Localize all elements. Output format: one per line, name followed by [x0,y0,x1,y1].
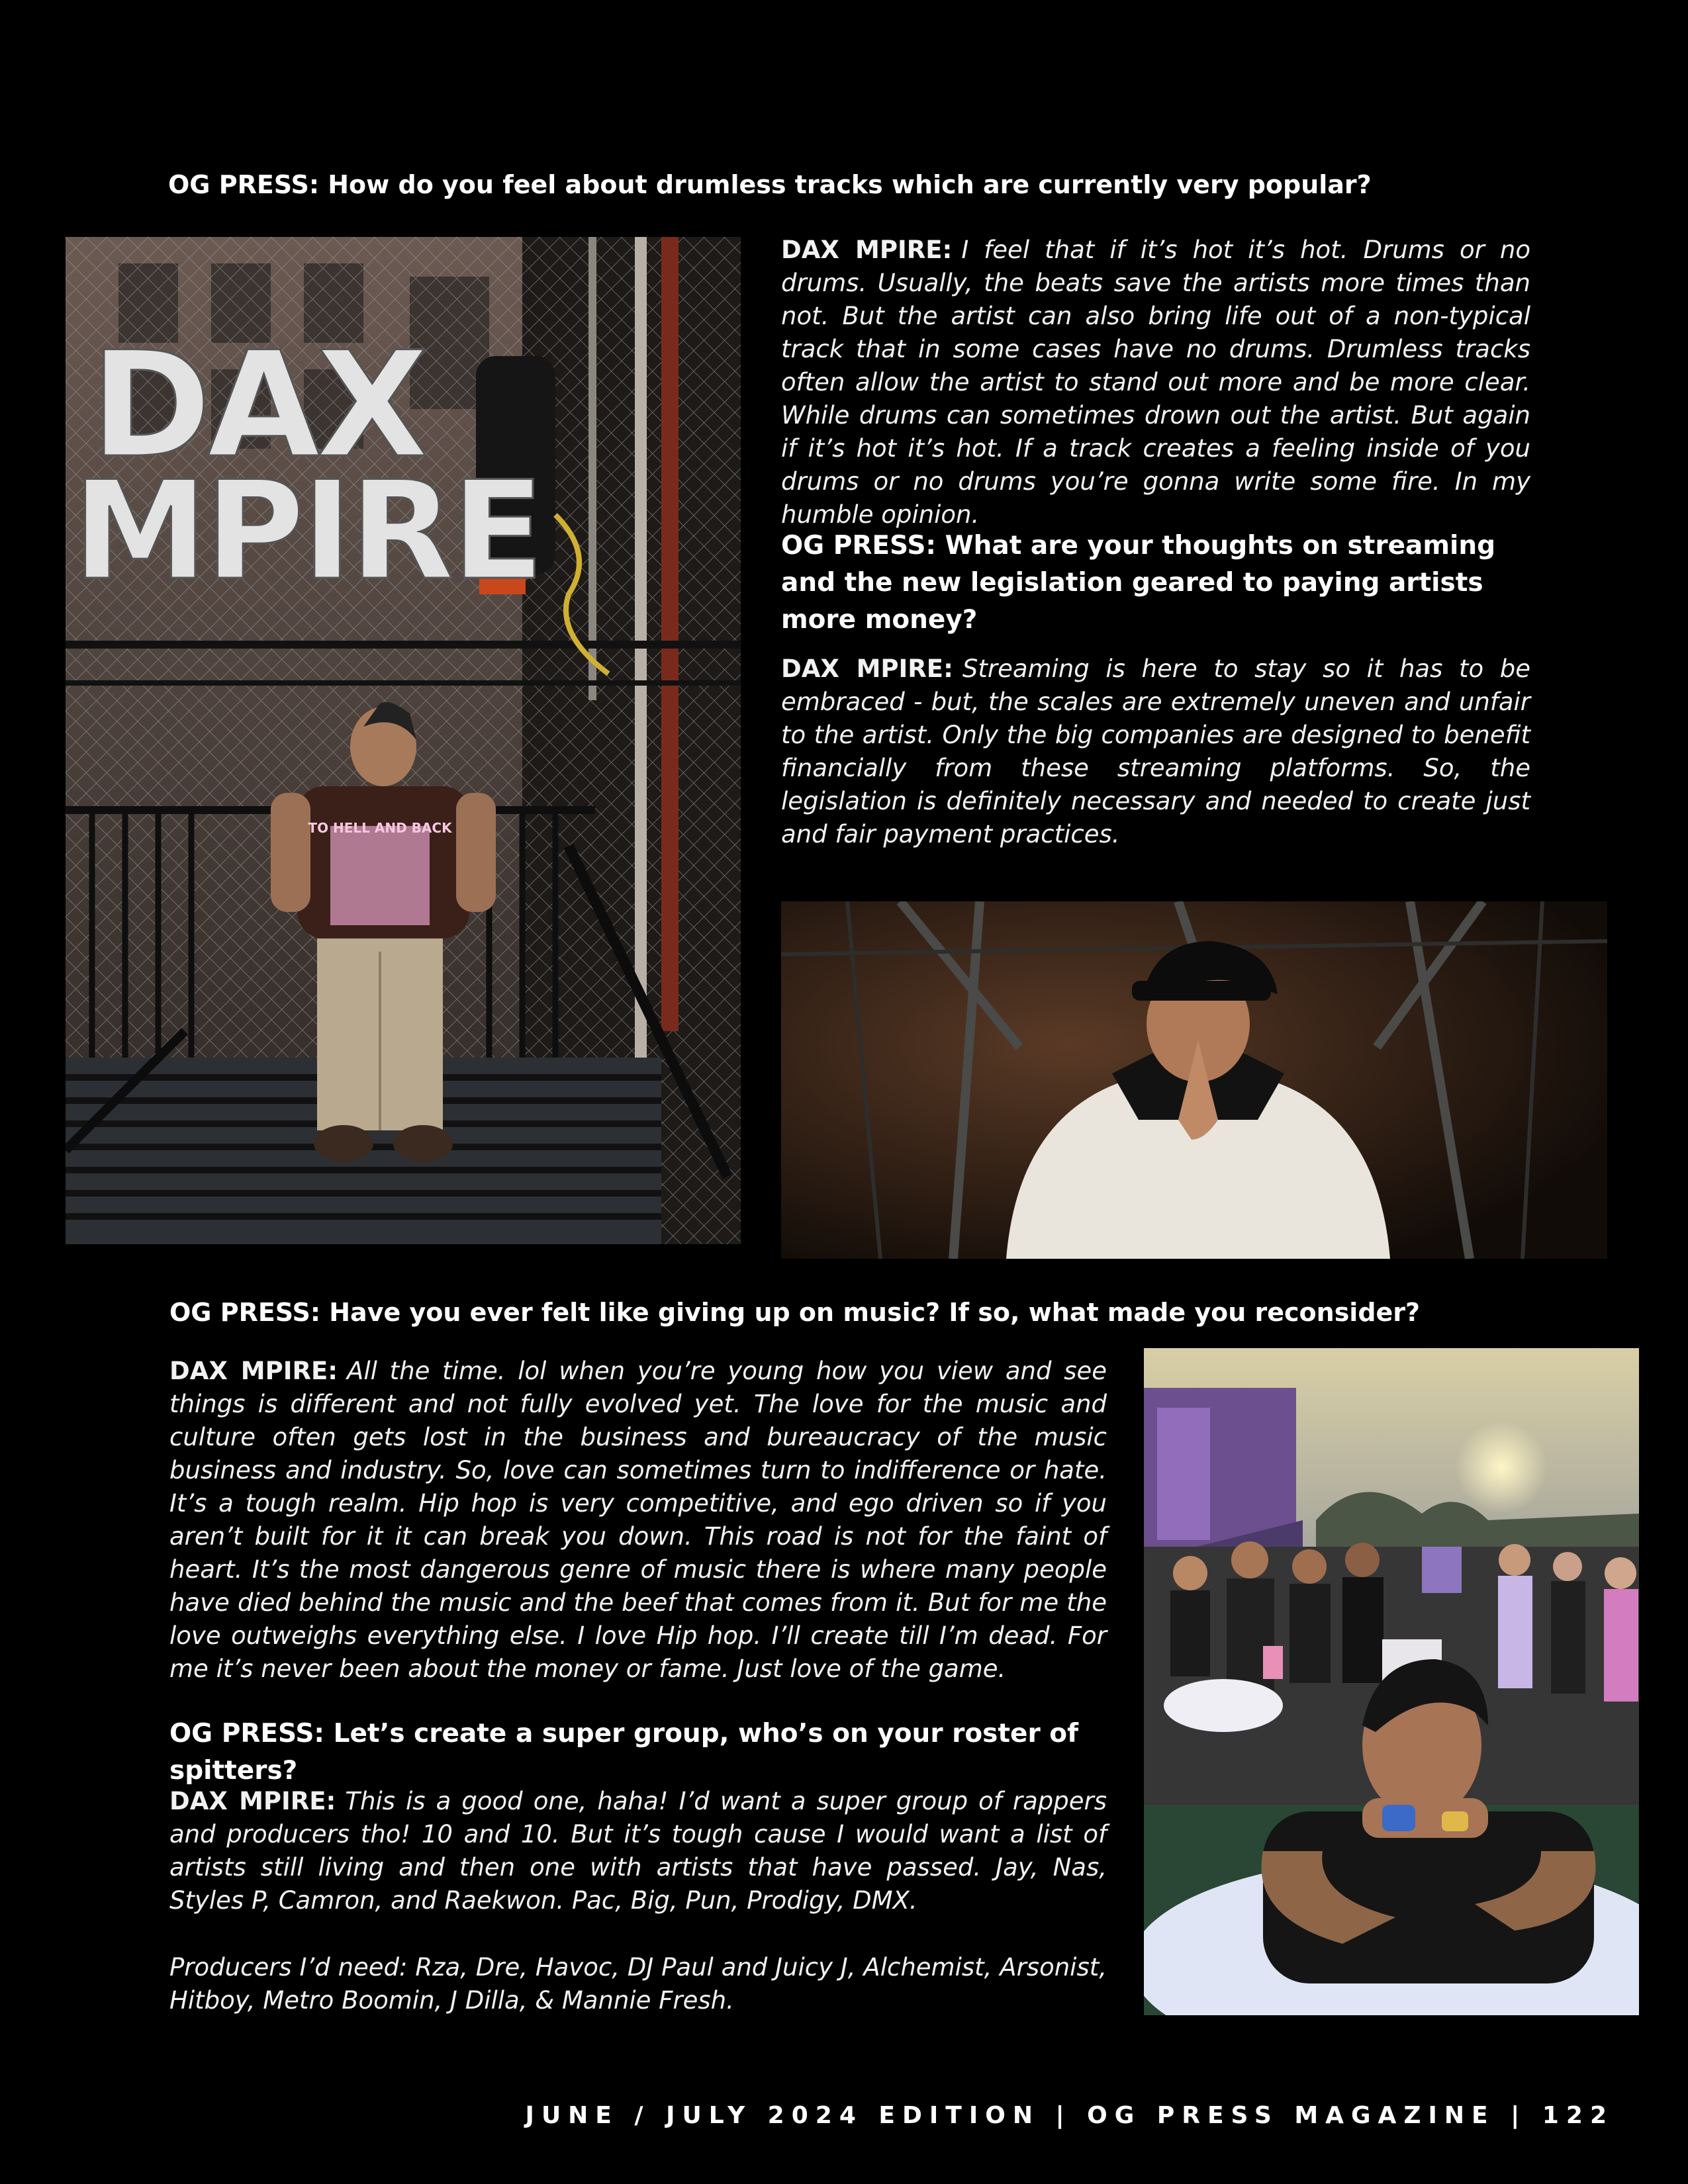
answer-giving-up [169,1355,1107,1686]
question-streaming: OG PRESS: What are your thoughts on streaming and the new legislation geared to paying artists more money? [781,531,1496,635]
svg-text:DAX: DAX [90,320,425,490]
photo-praying [781,901,1607,1259]
producers-list: Producers I’d need: Rza, Dre, Havoc, DJ Paul and Juicy J, Alchemist, Arsonist, Hitboy, Metro Boomin, J Dilla, & Mannie Fresh. [169,1953,1107,2015]
svg-text:MPIRE: MPIRE [72,453,542,610]
answer-text: All the time. lol when you’re young how you view and see things is different and not fully evolved yet. The love for the music and culture often gets lost in the business and bureaucracy of the music business and industry. So, love can sometimes turn to indifference or hate. It’s a tough realm. Hip hop is very competitive, and ego driven so if you aren’t built for it it can break you down. This road is not for the faint of heart. It’s the most dangerous genre of music there is where many people have died behind the music and the beef that comes from it. But for me the love outweighs everything else. I love Hip hop. I’ll create till I’m dead. For me it’s never been about the money or fame. Just love of the game. [169,1357,1107,1683]
speaker-label: DAX MPIRE: [169,1787,336,1815]
question-super-group: OG PRESS: Let’s create a super group, who’s on your roster of spitters? [169,1719,1079,1786]
answer-text: This is a good one, haha! I’d want a super group of rappers and producers tho! 10 and 10. But it’s tough cause I would want a list of artists still living and then one with artists that have passed. Jay, Nas, Styles P, Camron, and Raekwon. Pac, Big, Pun, Prodigy, DMX. [169,1787,1107,1915]
answer-super-group [169,1785,1107,1917]
question-drumless: OG PRESS: How do you feel about drumless tracks which are currently very popular? [168,170,1372,199]
speaker-label: DAX MPIRE: [781,655,953,683]
photo-fire-escape [66,237,741,1244]
question-giving-up: OG PRESS: Have you ever felt like giving up on music? If so, what made you reconsider? [169,1298,1421,1327]
speaker-label: DAX MPIRE: [169,1357,338,1385]
answer-streaming [781,653,1530,851]
shirt-print: TO HELL AND BACK [308,820,452,836]
speaker-label: DAX MPIRE: [781,236,953,264]
page-footer: JUNE / JULY 2024 EDITION | OG PRESS MAGAZINE | 122 [525,2102,1614,2129]
photo-festival [1144,1348,1639,2015]
answer-text: I feel that if it’s hot it’s hot. Drums or no drums. Usually, the beats save the artists more times than not. But the artist can also bring life out of a non-typical track that in some cases have no drums. Drumless tracks often allow the artist to stand out more and be more clear. While drums can sometimes drown out the artist. But again if it’s hot it’s hot. If a track creates a feeling inside of you drums or no drums you’re gonna write some fire. In my humble opinion. [781,236,1530,529]
answer-text: Streaming is here to stay so it has to be embraced - but, the scales are extremely uneven and unfair to the artist. Only the big companies are designed to benefit financially from these streaming platforms. So, the legislation is definitely necessary and needed to create just and fair payment practices. [781,655,1530,848]
answer-drumless [781,234,1530,531]
